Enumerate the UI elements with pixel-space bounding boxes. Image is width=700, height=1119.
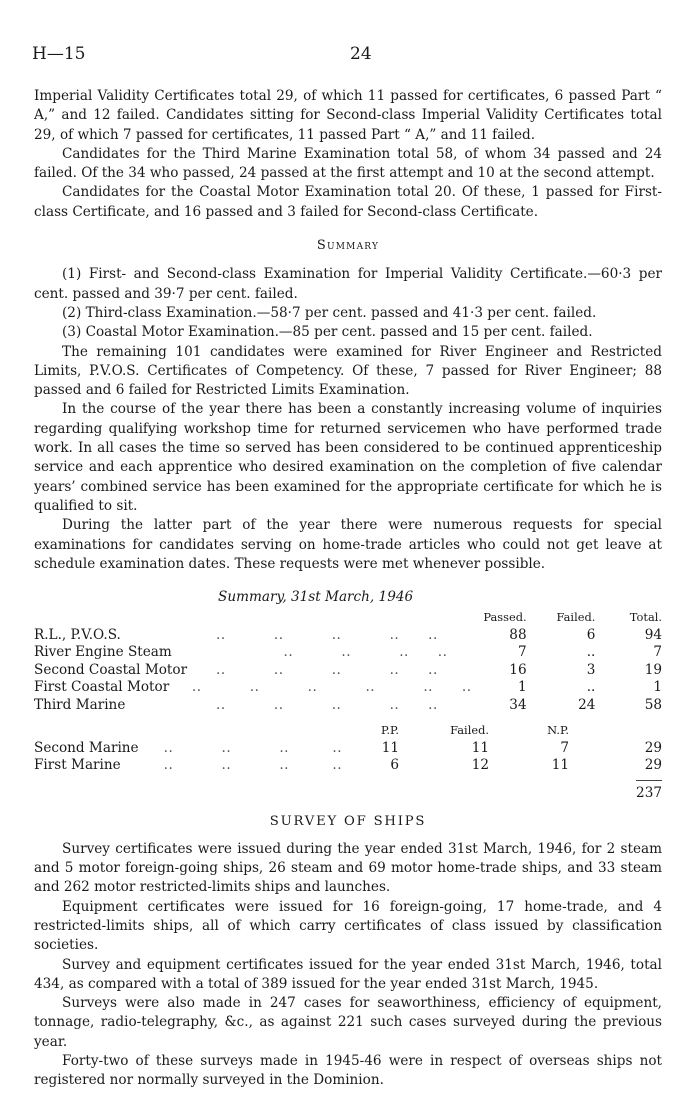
paragraph: During the latter part of the year there were numerous requests for special examinations for candidates serving on home-trade articles who could not get leave at schedule examination dates. These requests were met whenever possible.: [34, 517, 662, 572]
leader-dots: .. .. .. .. ..: [187, 696, 438, 713]
page-number: 24: [350, 44, 372, 64]
paragraph: Surveys were also made in 247 cases for seaworthiness, efficiency of equipment, tonnage, radio-telegraphy, &c., as against 221 such cases surveyed during the previous year.: [34, 995, 662, 1050]
np-cell: 7: [560, 739, 569, 756]
column-header: Passed.: [483, 610, 527, 625]
table-row: [34, 775, 662, 803]
failed-cell: 3: [586, 661, 596, 678]
paragraph: Survey certificates were issued during the year ended 31st March, 1946, for 2 steam and 5 motor foreign-going ships, 26 steam and 69 motor home-trade ships, and 33 steam and 262 motor restricted-limits ships and launches.: [34, 840, 662, 896]
document-body: [34, 87, 662, 1091]
total-cell: 29: [644, 757, 662, 774]
total-cell: 1: [653, 679, 662, 696]
table-header-row: [34, 609, 662, 627]
pp-cell: 11: [381, 739, 399, 756]
table-row: [34, 757, 662, 775]
column-header: N.P.: [547, 723, 569, 738]
paragraph: Survey and equipment certificates issued for the year ended 31st March, 1946, total 434, as compared with a total of 389 issued for the year ended 31st March, 1945.: [34, 956, 662, 992]
passed-cell: 16: [509, 661, 527, 678]
failed-cell: ..: [586, 644, 596, 661]
total-cell: 94: [644, 626, 662, 643]
leader-dots: .. .. .. .. ..: [187, 626, 438, 643]
row-label: R.L., P.V.O.S.: [34, 626, 121, 643]
table-row: [34, 662, 662, 680]
summary-item: (2) Third-class Examination.—58·7 per cent. passed and 41·3 per cent. failed.: [62, 304, 597, 321]
passed-cell: 88: [509, 626, 527, 643]
passed-cell: 34: [509, 696, 527, 713]
pp-cell: 6: [390, 757, 399, 774]
table-row: [34, 679, 662, 697]
paragraph: Forty-two of these surveys made in 1945-46 were in respect of overseas ships not registered nor normally surveyed in the Dominion.: [34, 1052, 662, 1089]
summary-table: [34, 609, 662, 714]
table-row: [34, 740, 662, 758]
total-cell: 19: [644, 661, 662, 678]
total-cell: 58: [644, 696, 662, 713]
total-cell: 29: [644, 739, 662, 756]
row-label: Third Marine: [34, 696, 126, 713]
row-label: Second Marine: [34, 739, 139, 756]
paragraph: Imperial Validity Certificates total 29, of which 11 passed for certificates, 6 passed Part “ A,” and 12 failed. Candidates sitting for Second-class Imperial Validity Certificates total 29, of which 7 passed for certificates, 11 passed Part “ A,” and 11 failed.: [34, 88, 662, 143]
paragraph: Candidates for the Third Marine Examination total 58, of whom 34 passed and 24 failed. Of the 34 who passed, 24 passed at the first attempt and 10 at the second attempt.: [34, 145, 662, 182]
failed-cell: 12: [471, 757, 489, 774]
failed-cell: 11: [471, 739, 489, 756]
leader-dots: .. .. .. ..: [187, 644, 448, 661]
leader-dots: .. .. .. .. ..: [187, 661, 438, 678]
summary-item: (3) Coastal Motor Examination.—85 per cent. passed and 15 per cent. failed.: [62, 324, 593, 341]
np-cell: 11: [551, 757, 569, 774]
section-heading-summary: Summary: [316, 238, 380, 254]
failed-cell: ..: [586, 679, 596, 696]
column-header: Failed.: [556, 610, 596, 625]
row-label: River Engine Steam: [34, 644, 172, 661]
row-label: First Marine: [34, 757, 121, 774]
column-header: P.P.: [381, 723, 399, 738]
leader-dots: .. .. .. ..: [154, 739, 343, 756]
marine-table: [34, 722, 662, 802]
paragraph: Candidates for the Coastal Motor Examination total 20. Of these, 1 passed for First-class Certificate, and 16 passed and 3 failed for Second-class Certificate.: [34, 184, 662, 220]
failed-cell: 6: [586, 626, 596, 643]
table-header-row: [34, 722, 662, 740]
column-header: Total.: [629, 610, 662, 625]
passed-cell: 1: [517, 679, 527, 696]
passed-cell: 7: [517, 644, 527, 661]
row-label: Second Coastal Motor: [34, 661, 188, 678]
summary-item: (1) First- and Second-class Examination for Imperial Validity Certificate.—60·3 per cent. passed and 39·7 per cent. failed.: [34, 266, 662, 302]
document-code: H—15: [32, 44, 86, 64]
row-label: First Coastal Motor: [34, 679, 170, 696]
paragraph: Equipment certificates were issued for 16 foreign-going, 17 home-trade, and 4 restricted-limits ships, all of which carry certificates of class issued by classification societies.: [34, 898, 662, 954]
table-row: [34, 644, 662, 662]
table-row: [34, 627, 662, 645]
leader-dots: .. .. .. .. .. ..: [187, 679, 472, 696]
leader-dots: .. .. .. ..: [154, 757, 343, 774]
paragraph: In the course of the year there has been a constantly increasing volume of inquiries regarding qualifying workshop time for returned servicemen who have performed trade work. In all cases the time so served has been considered to be continued apprenticeship service and each apprentice who desired examination on the completion of five calendar years’ combined service has been examined for the appropriate certificate for which he is qualified to sit.: [34, 401, 662, 514]
table-title: Summary, 31st March, 1946: [218, 589, 414, 606]
table-row: [34, 697, 662, 715]
grand-total: 237: [636, 784, 662, 801]
column-header: Failed.: [450, 723, 489, 738]
total-cell: 7: [653, 644, 662, 661]
failed-cell: 24: [578, 696, 596, 713]
section-heading-survey: SURVEY OF SHIPS: [269, 814, 427, 830]
paragraph: The remaining 101 candidates were examined for River Engineer and Restricted Limits, P.V.O.S. Certificates of Competency. Of these, 7 passed for River Engineer; 88 passed and 6 failed for Restricted Limits Examination.: [34, 343, 662, 399]
